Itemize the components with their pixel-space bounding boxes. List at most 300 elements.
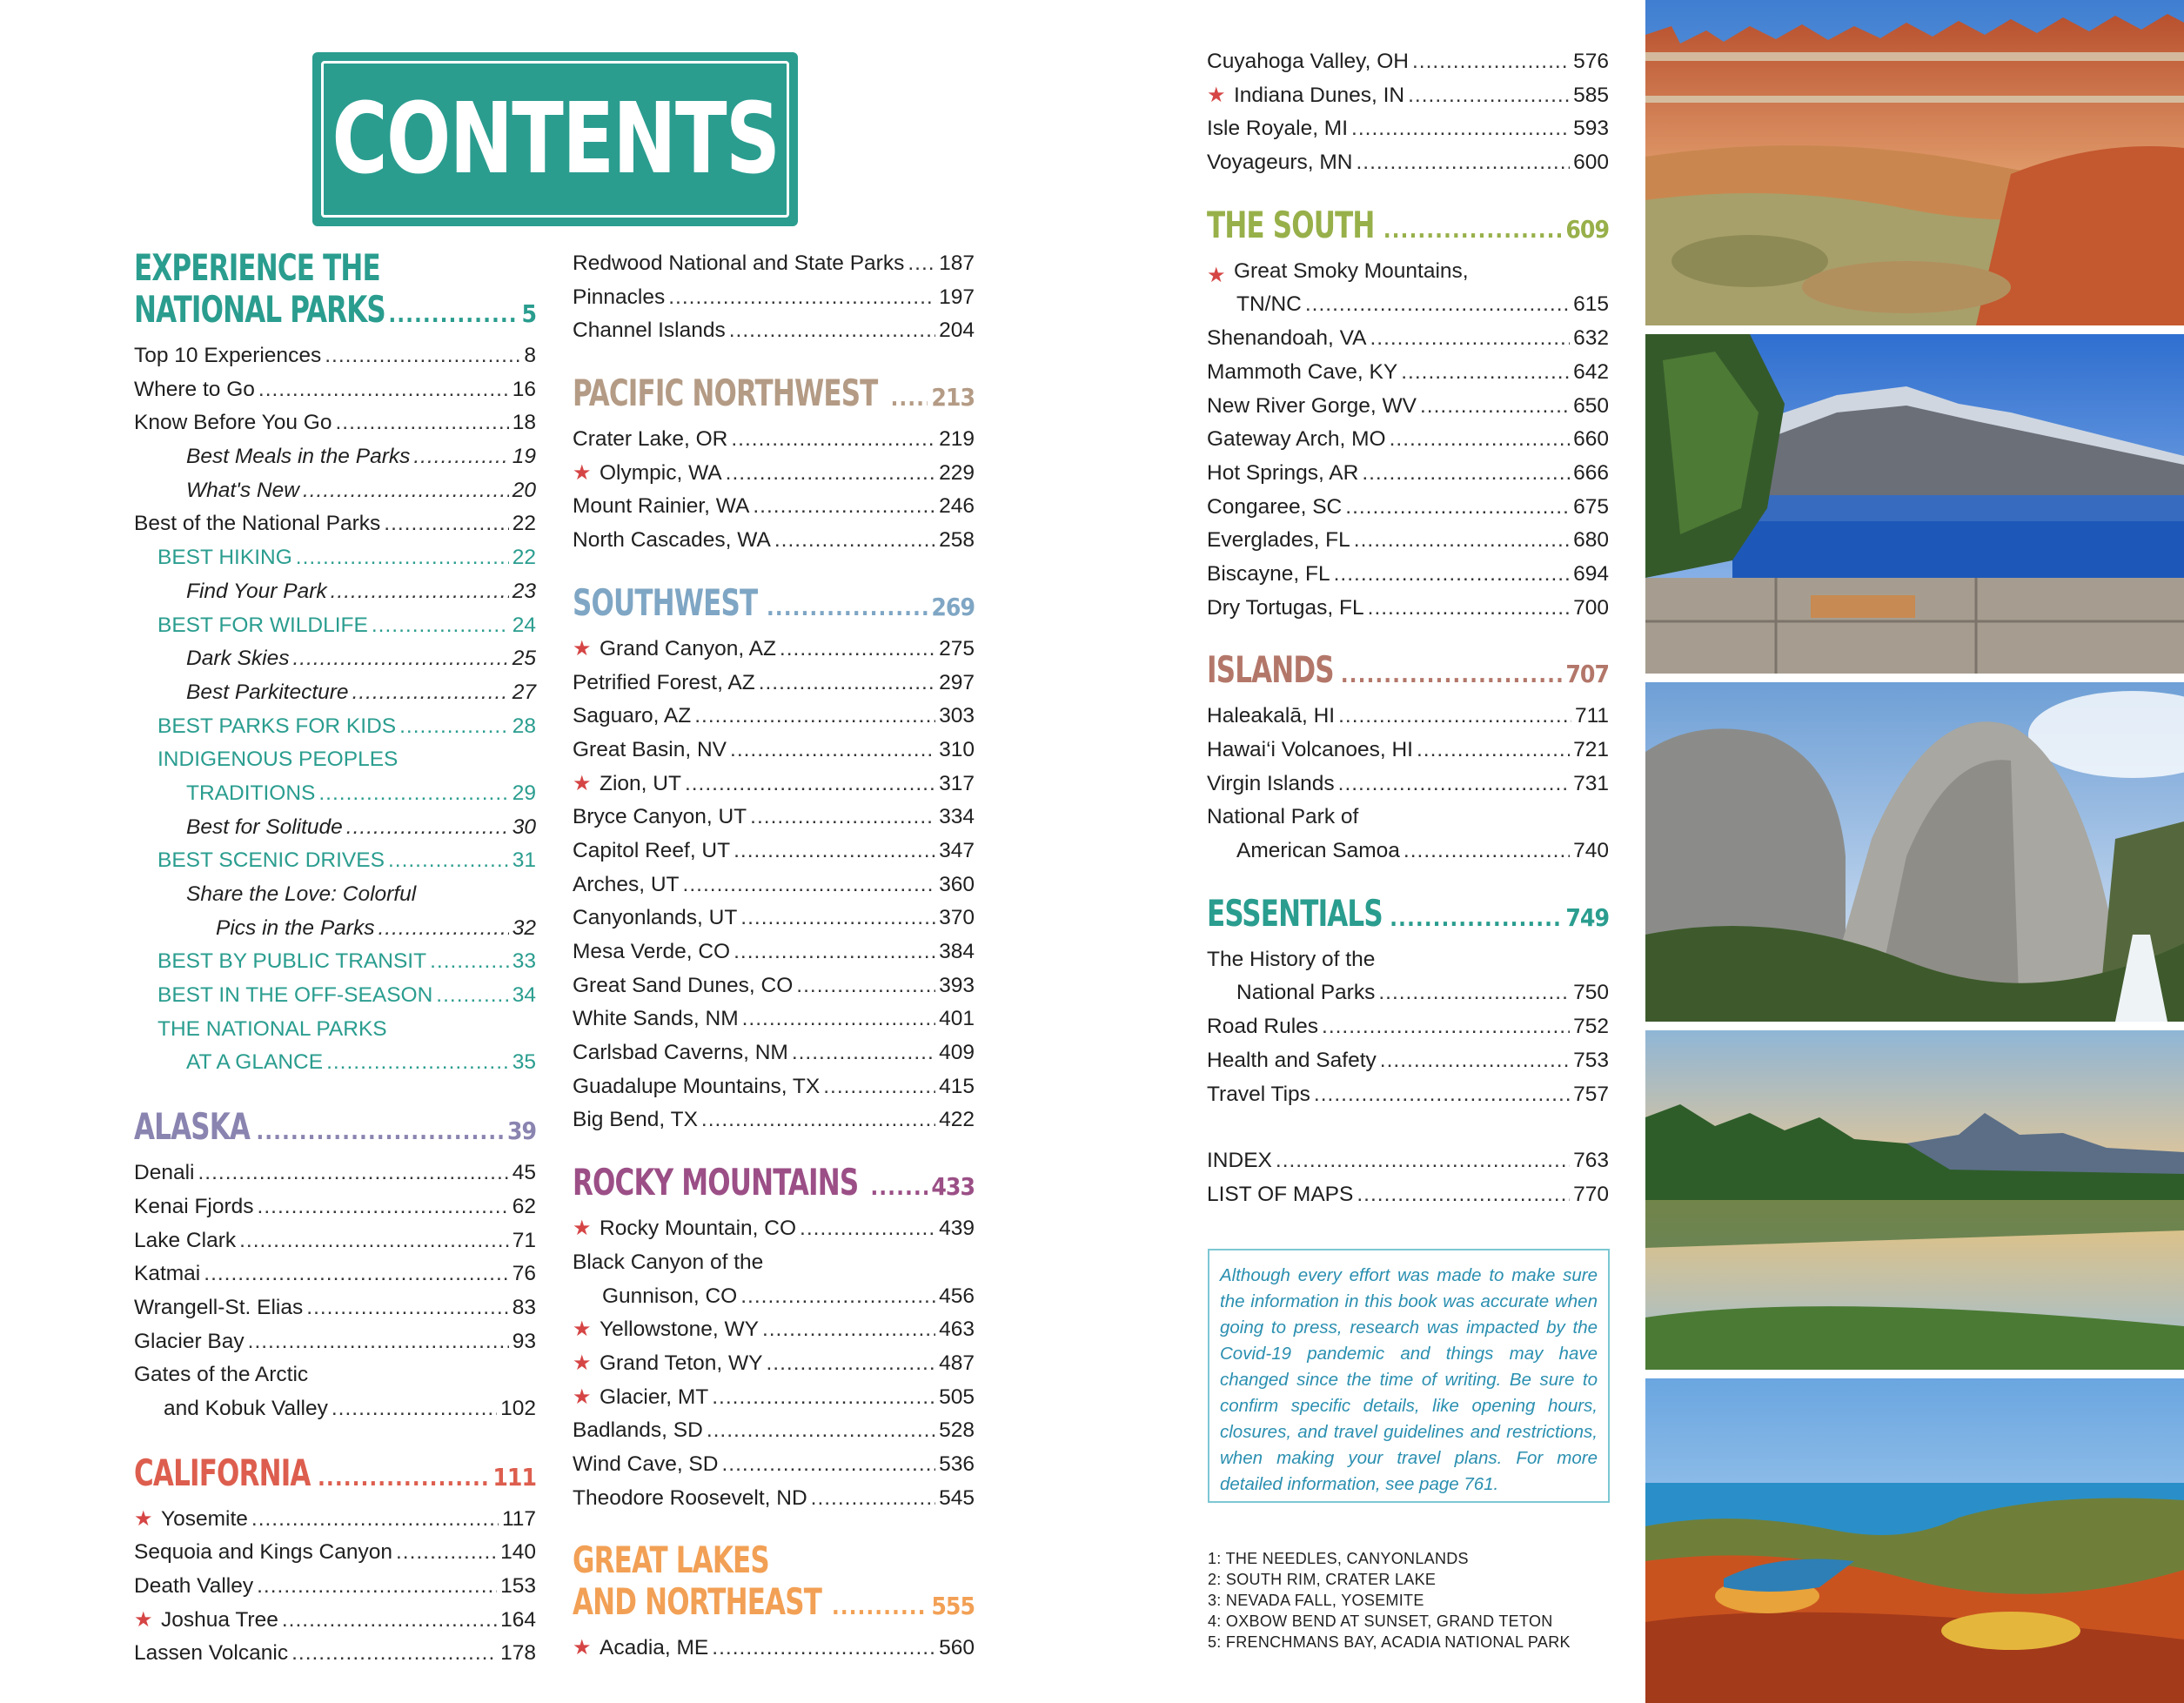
leader-dots <box>282 1604 497 1638</box>
toc-entry-label-text: BEST FOR WILDLIFE <box>157 613 368 637</box>
toc-entry-label-text: LIST OF MAPS <box>1207 1182 1354 1206</box>
leader-dots <box>712 1381 935 1415</box>
toc-entry-label-text: Rocky Mountain, CO <box>600 1217 797 1241</box>
leader-dots <box>1370 322 1570 356</box>
toc-entry-label <box>573 314 726 348</box>
star-icon: ★ <box>1207 83 1226 107</box>
leader-dots <box>332 1392 497 1426</box>
toc-entry-channel-islands <box>573 314 975 348</box>
toc-entry-page: 456 <box>939 1284 975 1308</box>
toc-entry-yosemite <box>134 1503 536 1537</box>
leader-dots <box>1354 524 1570 558</box>
toc-entry-label <box>134 373 255 407</box>
section-title-line1: EXPERIENCE THE <box>134 246 380 289</box>
toc-entry-continuation <box>1207 976 1609 1010</box>
toc-entry-page: 650 <box>1573 393 1609 418</box>
toc-entry-label-text: Travel Tips <box>1207 1082 1310 1106</box>
toc-entry-label <box>573 1103 698 1137</box>
toc-list-southwest <box>573 633 975 1137</box>
toc-entry-label <box>573 1414 703 1448</box>
toc-entry-label-text: Wrangell-St. Elias <box>134 1295 304 1319</box>
toc-entry-page: 32 <box>512 915 536 940</box>
toc-entry-label-cont: American Samoa <box>1236 839 1400 863</box>
leader-dots <box>1378 976 1570 1010</box>
caption-4: 4: OXBOW BEND AT SUNSET, GRAND TETON <box>1208 1612 1553 1630</box>
toc-entry-label-text: Mesa Verde, CO <box>573 940 731 963</box>
toc-entry-page: 22 <box>512 512 536 536</box>
toc-entry-congaree-sc <box>1207 491 1609 525</box>
toc-entry-label-text: Arches, UT <box>573 872 680 896</box>
toc-entry-label-cont: National Parks <box>1236 981 1376 1005</box>
toc-entry-mesa-verde-co <box>573 935 975 969</box>
toc-entry-label <box>573 667 755 701</box>
leader-dots <box>800 1212 935 1246</box>
toc-entry-page: 62 <box>512 1194 536 1218</box>
leader-dots <box>1338 768 1570 801</box>
toc-entry-page: 303 <box>939 704 975 728</box>
leader-dots <box>1401 356 1570 390</box>
photo-crater-lake <box>1645 334 2184 674</box>
toc-entry-label-text: Kenai Fjords <box>134 1194 254 1218</box>
leader-dots <box>734 935 935 969</box>
leader-dots <box>1351 112 1570 146</box>
toc-entry-page: 384 <box>939 940 975 963</box>
leader-dots <box>352 676 509 710</box>
toc-entry-label-text: Find Your Park <box>186 579 327 603</box>
toc-entry-page: 93 <box>512 1329 536 1353</box>
toc-entry-label <box>573 1070 820 1104</box>
toc-entry-label-text: White Sands, NM <box>573 1007 739 1031</box>
toc-entry-label-text: Gates of the Arctic <box>134 1363 309 1387</box>
leader-dots <box>1338 700 1571 734</box>
toc-entry-indigenous-peoples <box>134 743 536 777</box>
toc-entry-page: 585 <box>1573 83 1609 107</box>
leader-dots <box>306 1291 508 1325</box>
toc-list-islands <box>1207 700 1609 868</box>
leader-dots <box>726 457 935 491</box>
toc-entry-page: 415 <box>939 1074 975 1098</box>
toc-entry-label <box>1207 1178 1353 1212</box>
toc-list-california <box>134 1503 536 1671</box>
toc-entry-share-the-love-colorful <box>134 878 536 912</box>
toc-entry-continuation <box>1207 835 1609 868</box>
toc-entry-label-text: Congaree, SC <box>1207 494 1343 519</box>
toc-entry-pinnacles <box>573 281 975 315</box>
toc-entry-label <box>1207 258 1469 287</box>
section-title: SOUTHWEST <box>573 580 758 624</box>
toc-entry-label <box>573 801 747 835</box>
toc-entry-label <box>1207 700 1335 734</box>
leader-dots <box>325 339 520 373</box>
toc-entry-label-text: Zion, UT <box>600 771 681 795</box>
toc-entry-label-text: Badlands, SD <box>573 1418 703 1443</box>
leader-dots <box>740 902 935 935</box>
toc-entry-label-text: Know Before You Go <box>134 411 332 435</box>
leader-dots <box>1322 1010 1570 1044</box>
toc-entry-what-s-new <box>134 474 536 508</box>
section-title-line2: AND NORTHEAST <box>573 1580 822 1624</box>
toc-entry-best-hiking <box>134 541 536 575</box>
toc-entry-label-text: Saguaro, AZ <box>573 704 692 728</box>
toc-entry-label <box>573 524 771 558</box>
toc-entry-label <box>1207 146 1353 180</box>
toc-entry-page: 34 <box>512 983 536 1008</box>
section-title: ALASKA <box>134 1105 251 1149</box>
toc-entry-yellowstone-wy <box>573 1313 975 1347</box>
toc-entry-grand-teton-wy <box>573 1347 975 1381</box>
section-page: 111 <box>492 1462 536 1492</box>
leader-dots <box>331 575 509 609</box>
leader-dots <box>766 1347 935 1381</box>
star-icon: ★ <box>573 636 592 660</box>
toc-entry-page: 71 <box>512 1228 536 1252</box>
caption-1: 1: THE NEEDLES, CANYONLANDS <box>1208 1550 1469 1567</box>
toc-entry-death-valley <box>134 1570 536 1604</box>
toc-entry-wind-cave-sd <box>573 1448 975 1482</box>
leader-dots <box>396 1536 497 1570</box>
toc-entry-label <box>134 1157 194 1190</box>
toc-entry-page: 8 <box>524 344 536 367</box>
section-title: CALIFORNIA <box>134 1451 311 1494</box>
toc-entry-voyageurs-mn <box>1207 146 1609 180</box>
toc-entry-label <box>1207 524 1350 558</box>
toc-entry-label-text: Cuyahoga Valley, OH <box>1207 50 1409 73</box>
toc-entry-label-text: Shenandoah, VA <box>1207 326 1367 351</box>
toc-entry-label-text: Grand Teton, WY <box>600 1351 763 1375</box>
toc-entry-page: 666 <box>1573 460 1609 485</box>
toc-entry-label-cont: TN/NC <box>1236 292 1302 317</box>
toc-entry-list-of-maps <box>1207 1178 1609 1212</box>
toc-list-california-continued <box>573 247 975 348</box>
disclaimer-note: Although every effort was made to make sure the information in this book was accurate when going to press, research was impacted by the Covid-19 pandemic and things may have changed since the time of writing. Be sure to confirm specific details, like opening hours, closures, and travel guidelines and restrictions, when making your travel plans. For more detailed information, see page 761. <box>1208 1249 1610 1503</box>
toc-entry-page: 360 <box>939 872 975 896</box>
toc-entry-label <box>573 734 727 768</box>
leader-dots <box>796 969 935 1003</box>
toc-entry-best-by-public-transit <box>134 945 536 979</box>
leader-dots <box>1368 592 1570 626</box>
toc-entry-best-meals-in-the-parks <box>134 440 536 474</box>
section-title: ROCKY MOUNTAINS <box>573 1161 859 1204</box>
toc-entry-canyonlands-ut <box>573 902 975 935</box>
toc-entry-page: 18 <box>512 411 536 435</box>
toc-entry-label <box>1207 423 1386 457</box>
toc-entry-label <box>573 868 680 902</box>
toc-entry-label <box>186 474 299 508</box>
toc-entry-page: 117 <box>501 1506 536 1531</box>
toc-entry-label-text: National Park of <box>1207 805 1359 829</box>
toc-entry-label <box>134 1503 248 1537</box>
leader-dots <box>908 247 935 281</box>
toc-entry-label-text: Lake Clark <box>134 1228 237 1252</box>
toc-entry-label-text: Best Meals in the Parks <box>186 445 411 469</box>
toc-entry-page: 229 <box>939 460 975 485</box>
toc-entry-page: 576 <box>1573 50 1609 73</box>
toc-entry-page: 25 <box>512 647 536 671</box>
star-icon: ★ <box>573 771 592 795</box>
leader-dots <box>1390 423 1571 457</box>
toc-entry-page: 632 <box>1573 326 1609 351</box>
toc-entry-page: 463 <box>939 1317 975 1342</box>
toc-entry-carlsbad-caverns-nm <box>573 1036 975 1070</box>
toc-entry-page: 675 <box>1573 494 1609 519</box>
toc-entry-label <box>157 945 426 979</box>
toc-entry-badlands-sd <box>573 1414 975 1448</box>
toc-entry-new-river-gorge-wv <box>1207 390 1609 424</box>
toc-entry-label-text: BEST PARKS FOR KIDS <box>157 714 397 738</box>
toc-list-greatlakes <box>573 1632 975 1666</box>
toc-entry-label <box>1207 79 1404 113</box>
toc-entry-label <box>186 642 289 676</box>
toc-entry-label-text: Black Canyon of the <box>573 1250 764 1274</box>
toc-entry-label <box>573 281 665 315</box>
section-page: 5 <box>521 299 536 328</box>
toc-entry-virgin-islands <box>1207 768 1609 801</box>
toc-list-south <box>1207 255 1609 626</box>
toc-entry-the-history-of-the <box>1207 943 1609 977</box>
toc-entry-redwood-national-and-state-parks <box>573 247 975 281</box>
toc-entry-label <box>573 457 722 491</box>
toc-entry-sequoia-and-kings-canyon <box>134 1536 536 1570</box>
toc-entry-best-scenic-drives <box>134 844 536 878</box>
leader-dots <box>1417 734 1570 768</box>
toc-entry-continuation <box>134 1392 536 1426</box>
leader-dots <box>1314 1078 1570 1112</box>
toc-entry-saguaro-az <box>573 700 975 734</box>
toc-entry-label-text: Hot Springs, AR <box>1207 460 1359 485</box>
toc-entry-label <box>1207 734 1413 768</box>
toc-entry-page: 600 <box>1573 151 1609 175</box>
toc-entry-page: 35 <box>512 1050 536 1075</box>
toc-entry-page: 164 <box>500 1607 536 1632</box>
toc-entry-label-text: Great Basin, NV <box>573 737 727 761</box>
toc-entry-label <box>573 1448 718 1482</box>
caption-5: 5: FRENCHMANS BAY, ACADIA NATIONAL PARK <box>1208 1633 1571 1651</box>
toc-entry-page: 763 <box>1573 1149 1609 1173</box>
toc-entry-page: 757 <box>1573 1082 1609 1106</box>
toc-entry-label <box>157 541 292 575</box>
toc-entry-page: 393 <box>939 973 975 997</box>
toc-entry-label <box>157 710 396 744</box>
toc-entry-label-text: Guadalupe Mountains, TX <box>573 1074 821 1098</box>
toc-entry-label-text: INDIGENOUS PEOPLES <box>157 748 399 772</box>
leader-dots <box>436 979 508 1013</box>
toc-entry-page: 401 <box>939 1007 975 1031</box>
toc-entry-label-text: Denali <box>134 1161 195 1185</box>
toc-entry-page: 740 <box>1573 839 1609 863</box>
toc-entry-label-text: Acadia, ME <box>600 1636 709 1660</box>
toc-entry-page: 28 <box>512 714 536 738</box>
toc-entry-label <box>134 1536 392 1570</box>
toc-entry-haleakal-hi <box>1207 700 1609 734</box>
toc-entry-label <box>573 1347 762 1381</box>
section-page: 609 <box>1565 214 1609 244</box>
star-icon: ★ <box>134 1607 153 1632</box>
toc-entry-hawai-i-volcanoes-hi <box>1207 734 1609 768</box>
leader-dots <box>1404 835 1570 868</box>
toc-entry-label <box>573 1381 708 1415</box>
toc-entry-label <box>134 1604 278 1638</box>
toc-entry-black-canyon-of-the <box>573 1246 975 1280</box>
star-icon: ★ <box>573 1317 592 1342</box>
toc-entry-label <box>1207 1078 1310 1112</box>
toc-entry-label <box>573 1313 759 1347</box>
toc-entry-page: 76 <box>512 1262 536 1286</box>
leader-dots <box>811 1482 935 1516</box>
leader-dots <box>1305 288 1570 322</box>
toc-entry-page: 422 <box>939 1108 975 1132</box>
toc-entry-everglades-fl <box>1207 524 1609 558</box>
toc-entry-label <box>573 1036 788 1070</box>
toc-list-essentials <box>1207 943 1609 1111</box>
toc-entry-label <box>1207 1044 1377 1078</box>
toc-entry-top-10-experiences <box>134 339 536 373</box>
toc-entry-label <box>157 748 398 771</box>
toc-entry-label-text: Where to Go <box>134 377 255 401</box>
section-page: 39 <box>506 1116 536 1146</box>
leader-dots <box>762 1313 935 1347</box>
toc-entry-great-smoky-mountains <box>1207 255 1609 289</box>
leader-dots <box>753 490 935 524</box>
toc-entry-label <box>134 507 380 541</box>
toc-entry-label <box>573 1250 763 1274</box>
toc-entry-page: 19 <box>512 445 536 469</box>
section-title-line2: NATIONAL PARKS <box>134 288 385 331</box>
toc-entry-label <box>1207 805 1358 828</box>
toc-column-2 <box>573 247 975 1666</box>
toc-entry-label-text: Petrified Forest, AZ <box>573 670 755 694</box>
toc-entry-label <box>134 1224 236 1258</box>
toc-entry-label <box>573 490 749 524</box>
toc-entry-isle-royale-mi <box>1207 112 1609 146</box>
toc-entry-label-text: Crater Lake, OR <box>573 427 728 452</box>
star-icon: ★ <box>573 1385 592 1409</box>
leader-dots <box>258 1190 509 1224</box>
toc-entry-page: 711 <box>1574 704 1609 728</box>
leader-dots <box>712 1632 935 1666</box>
toc-entry-label-text: Redwood National and State Parks <box>573 251 905 275</box>
leader-dots <box>1412 45 1570 79</box>
toc-entry-gateway-arch-mo <box>1207 423 1609 457</box>
toc-entry-label-text: Katmai <box>134 1262 201 1286</box>
toc-entry-label-text: Capitol Reef, UT <box>573 838 731 862</box>
toc-entry-label <box>573 700 691 734</box>
toc-entry-label-text: Big Bend, TX <box>573 1108 698 1132</box>
photo-nevada-fall-yosemite <box>1645 682 2184 1022</box>
leader-dots <box>668 281 935 315</box>
toc-entry-label-text: Wind Cave, SD <box>573 1452 719 1476</box>
toc-entry-big-bend-tx <box>573 1103 975 1137</box>
toc-entry-lassen-volcanic <box>134 1637 536 1671</box>
leader-dots <box>1334 558 1570 592</box>
toc-entry-label-text: Glacier Bay <box>134 1329 245 1353</box>
section-california <box>134 1452 536 1494</box>
toc-entry-indiana-dunes-in <box>1207 79 1609 113</box>
leader-dots <box>413 440 508 474</box>
toc-entry-page: 770 <box>1573 1182 1609 1206</box>
toc-entry-label-text: Best Parkitecture <box>186 680 349 704</box>
toc-entry-label <box>1207 112 1348 146</box>
toc-entry-best-parkitecture <box>134 676 536 710</box>
toc-entry-label <box>573 902 737 935</box>
toc-entry-label-text: Virgin Islands <box>1207 771 1335 795</box>
toc-entry-acadia-me <box>573 1632 975 1666</box>
toc-entry-page: 560 <box>939 1636 975 1660</box>
section-south <box>1207 204 1609 246</box>
toc-entry-label <box>157 609 368 643</box>
toc-entry-find-your-park <box>134 575 536 609</box>
toc-entry-page: 33 <box>512 949 536 974</box>
toc-entry-page: 347 <box>939 838 975 862</box>
toc-entry-index <box>1207 1144 1609 1178</box>
toc-entry-label-text: Channel Islands <box>573 318 726 343</box>
toc-entry-page: 22 <box>512 546 536 570</box>
toc-entry-label-text: INDEX <box>1207 1149 1272 1173</box>
toc-list-rocky <box>573 1212 975 1515</box>
toc-entry-continuation <box>134 1046 536 1080</box>
toc-entry-label <box>1207 948 1375 971</box>
toc-entry-label <box>573 633 776 667</box>
contents-title: CONTENTS <box>332 83 779 196</box>
leader-dots <box>1380 1044 1570 1078</box>
toc-entry-where-to-go <box>134 373 536 407</box>
toc-entry-label-text: BEST IN THE OFF-SEASON <box>157 983 433 1008</box>
toc-entry-best-parks-for-kids <box>134 710 536 744</box>
toc-entry-joshua-tree <box>134 1604 536 1638</box>
toc-entry-label <box>573 969 793 1003</box>
toc-entry-label-text: BEST HIKING <box>157 546 292 570</box>
toc-entry-arches-ut <box>573 868 975 902</box>
toc-entry-label <box>1207 356 1397 390</box>
toc-entry-label-text: Health and Safety <box>1207 1048 1377 1072</box>
toc-entry-label-text: North Cascades, WA <box>573 528 771 553</box>
toc-entry-the-national-parks <box>134 1013 536 1047</box>
leader-dots <box>740 1280 935 1314</box>
toc-entry-dark-skies <box>134 642 536 676</box>
toc-entry-best-in-the-off-season <box>134 979 536 1013</box>
toc-entry-white-sands-nm <box>573 1002 975 1036</box>
toc-entry-label-text: Great Sand Dunes, CO <box>573 973 794 997</box>
leader-dots <box>335 406 508 440</box>
toc-entry-wrangell-st-elias <box>134 1291 536 1325</box>
toc-entry-label <box>573 935 730 969</box>
section-essentials <box>1207 893 1609 935</box>
toc-entry-page: 45 <box>512 1161 536 1185</box>
toc-entry-page: 334 <box>939 805 975 829</box>
toc-entry-page: 528 <box>939 1418 975 1443</box>
toc-entry-page: 409 <box>939 1041 975 1065</box>
photo-frenchmans-bay-acadia <box>1645 1378 2184 1703</box>
toc-entry-page: 102 <box>500 1396 536 1420</box>
toc-entry-label-text: Road Rules <box>1207 1015 1319 1039</box>
toc-entry-gates-of-the-arctic <box>134 1358 536 1392</box>
toc-entry-page: 16 <box>512 377 536 401</box>
star-icon: ★ <box>573 460 592 485</box>
toc-entry-label-text: The History of the <box>1207 947 1376 971</box>
section-title: ESSENTIALS <box>1207 891 1383 935</box>
toc-entry-page: 615 <box>1573 292 1609 317</box>
toc-entry-page: 752 <box>1573 1015 1609 1039</box>
star-icon: ★ <box>573 1217 592 1241</box>
toc-entry-great-basin-nv <box>573 734 975 768</box>
toc-entry-label <box>134 1570 253 1604</box>
leader-dots <box>707 1414 935 1448</box>
toc-entry-page: 505 <box>939 1385 975 1409</box>
toc-entry-label-text: Voyageurs, MN <box>1207 151 1353 175</box>
star-icon: ★ <box>1207 263 1226 287</box>
toc-entry-page: 30 <box>512 815 536 839</box>
toc-entry-label <box>134 1637 288 1671</box>
toc-entry-label-text: Death Valley <box>134 1574 254 1598</box>
